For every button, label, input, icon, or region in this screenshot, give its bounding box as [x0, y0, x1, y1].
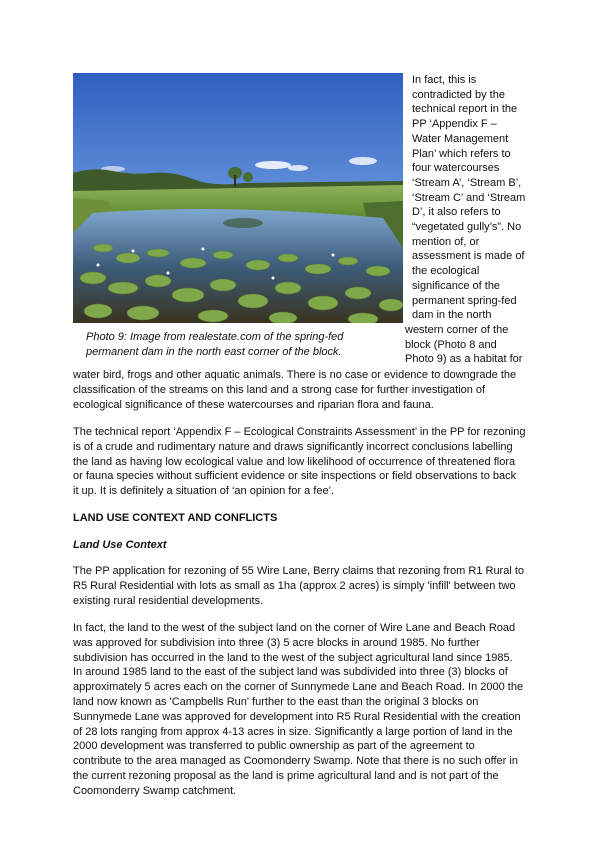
side-line: mention of, or	[412, 235, 480, 248]
paragraph-line: was approved for subdivision into three (3) 5 acre blocks in around 1985. No further	[73, 636, 480, 649]
paragraph-1	[73, 368, 533, 412]
side-line: Plan’ which refers to	[412, 147, 511, 160]
side-line: significance of the	[412, 279, 501, 292]
side-line: Photo 9) as a habitat for	[405, 353, 523, 366]
side-line: the ecological	[412, 265, 480, 278]
paragraph-line: 2000 development was transferred to public ownership as part of the agreement to	[73, 740, 475, 753]
paragraph-line: classification of the streams on this land and a strong case for further investigation of	[73, 383, 486, 396]
side-text-column	[412, 73, 525, 323]
dam-landscape-image	[73, 73, 403, 323]
paragraph-line: or fauna species without sufficient evidence or site inspections or field observations to back	[73, 470, 517, 483]
paragraph-line: approximately 5 acres each on the corner of Sunnymede Lane and Beach Road. In 2000 the	[73, 681, 524, 694]
paragraph-line: the current rezoning proposal as the land is prime agricultural land and is not part of the	[73, 769, 499, 782]
paragraph-line: Coomonderry Swamp catchment.	[73, 784, 237, 797]
caption-line: permanent dam in the north east corner of the block.	[86, 346, 342, 358]
side-line: assessment is made of	[412, 250, 525, 263]
side-line: western corner of the	[405, 324, 509, 336]
paragraph-line: In around 1985 land to the east of the subject land was subdivided into three (3) blocks of	[73, 666, 508, 679]
paragraph-line: it up. It is definitely a situation of ‘an opinion for a fee’.	[73, 485, 335, 498]
side-line: dam in the north	[412, 309, 492, 322]
caption-line: Photo 9: Image from realestate.com of the spring-fed	[86, 331, 344, 343]
side-line: In fact, this is	[412, 74, 477, 86]
side-line: “vegetated gully’s”. No	[412, 221, 522, 234]
side-line: permanent spring-fed	[412, 294, 517, 307]
paragraph-line: The PP application for rezoning of 55 Wire Lane, Berry claims that rezoning from R1 Rural to	[73, 565, 525, 577]
side-line: block (Photo 8 and	[405, 338, 497, 351]
paragraph-line: is of a crude and rudimentary nature and draws significantly incorrect conclusions labelling	[73, 440, 513, 453]
paragraph-line: the land as having low ecological value and low likelihood of occurrence of threatened flora	[73, 455, 516, 468]
paragraph-line: subdivision has occurred in the land to the west of the subject agricultural land since 1985.	[73, 651, 513, 664]
paragraph-line: ecological significance of these watercourses and riparian flora and fauna.	[73, 398, 434, 411]
paragraph-line: of 28 lots ranging from approx 4-13 acres in size. Significantly a large portion of land in the	[73, 725, 513, 738]
side-line: contradicted by the	[412, 88, 505, 101]
section-heading: LAND USE CONTEXT AND CONFLICTS	[73, 512, 278, 524]
paragraph-line: existing rural residential developments.	[73, 594, 264, 607]
paragraph-line: In fact, the land to the west of the subject land on the corner of Wire Lane and Beach Road	[73, 622, 516, 634]
side-line: ‘Stream A’, ‘Stream B’,	[412, 176, 522, 189]
side-line: Water Management	[412, 132, 509, 145]
paragraph-line: contribute to the area managed as Coomonderry Swamp. Note that there is no such offer in	[73, 755, 518, 768]
paragraph-4	[73, 621, 533, 799]
paragraph-line: water bird, frogs and other aquatic animals. There is no case or evidence to downgrade the	[73, 369, 517, 381]
paragraph-line: The technical report ‘Appendix F – Ecological Constraints Assessment’ in the PP for rezoning	[73, 426, 526, 438]
paragraph-2	[73, 425, 533, 499]
paragraph-3	[73, 564, 533, 608]
side-line: PP ‘Appendix F –	[412, 118, 497, 131]
side-text-column-lower	[405, 323, 522, 367]
photo-caption	[86, 330, 406, 360]
side-line: four watercourses	[412, 162, 500, 175]
side-line: ‘Stream C’ and ‘Stream	[412, 191, 526, 204]
section-subheading: Land Use Context	[73, 539, 167, 551]
paragraph-line: Sunnymede Lane was approved for development into R5 Rural Residential with the creation	[73, 710, 521, 723]
paragraph-line: R5 Rural Residential with lots as small as 1ha (approx 2 acres) is simply 'infill' between two	[73, 579, 516, 592]
side-line: technical report in the	[412, 103, 518, 116]
paragraph-line: land now known as 'Campbells Run' further to the east than the original 3 blocks on	[73, 695, 479, 708]
side-line: D’, it also refers to	[412, 206, 501, 219]
dam-photo	[73, 73, 403, 323]
